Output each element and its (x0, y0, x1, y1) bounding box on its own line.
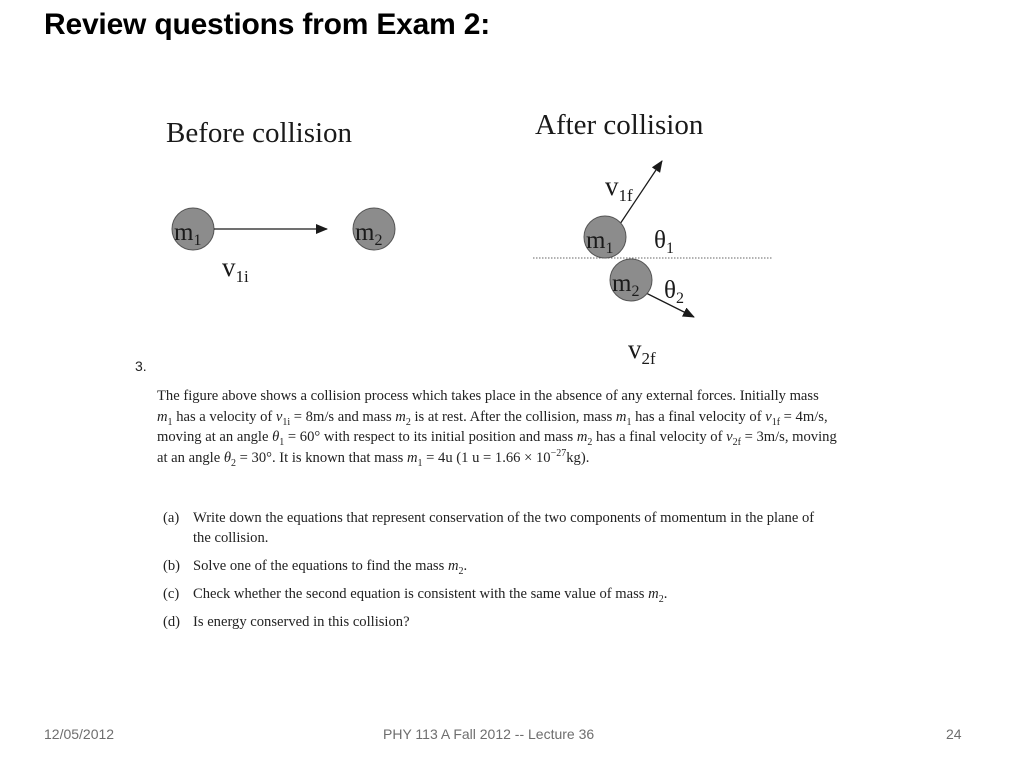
text-run: kg). (566, 450, 590, 467)
part-label: (a) (163, 510, 180, 526)
subscript: 1i (282, 416, 291, 428)
superscript: −27 (550, 448, 567, 460)
text-run: m (395, 408, 406, 425)
text-run: θ (223, 450, 232, 467)
after-mass1-label: $m_1$ (586, 227, 614, 257)
subscript: 2 (658, 593, 664, 605)
text-run: m (648, 586, 659, 602)
v1i-label: $v_{1i}$ (222, 252, 249, 286)
subscript: 2 (587, 437, 593, 449)
text-run: = 30°. It is known that mass (236, 450, 407, 467)
text-run: = 4m/s, moving at an angle (157, 408, 828, 446)
problem-part (163, 612, 823, 632)
subscript: 2 (231, 458, 237, 470)
text-run: has a final velocity of (631, 408, 766, 425)
theta2-label: $\theta_2$ (664, 277, 684, 307)
text-run: v (275, 408, 283, 425)
problem-part (163, 556, 823, 576)
text-run: = 60° with respect to its initial position and mass (284, 429, 577, 446)
text-run: = 4u (1 u = 1.66 × 10 (422, 450, 551, 467)
part-text (193, 556, 823, 576)
text-run: . (663, 586, 668, 602)
text-run: Is energy conserved in this collision? (193, 614, 410, 630)
subscript: 1 (626, 416, 632, 428)
collision-diagram (0, 0, 1024, 370)
text-run: is at rest. After the collision, mass (410, 408, 616, 425)
text-run: has a velocity of (172, 408, 276, 425)
problem-part (163, 584, 823, 604)
problem-number: 3. (135, 358, 147, 374)
footer-date: 12/05/2012 (44, 726, 115, 742)
subscript: 1 (167, 416, 173, 428)
after-collision-label: After collision (535, 109, 704, 141)
text-run: Solve one of the equations to find the mass (193, 558, 448, 574)
part-text (193, 508, 823, 548)
text-run: m (615, 408, 627, 425)
part-label: (d) (163, 614, 181, 630)
problem-statement (157, 386, 837, 469)
subscript: 2f (732, 437, 741, 449)
part-label: (b) (163, 558, 181, 574)
text-run: = 8m/s and mass (290, 408, 396, 425)
subscript: 1 (417, 458, 423, 470)
problem-part (163, 508, 823, 548)
text-run: The figure above shows a collision process which takes place in the absence of any external forces. Initially mass (157, 388, 819, 404)
text-run: m (447, 558, 459, 574)
text-run: m (576, 429, 588, 446)
text-run: v (765, 408, 772, 425)
text-run: Write down the equations that represent conservation of the two components of momentum in the plane of the collision. (193, 510, 815, 546)
text-run: m (157, 408, 168, 425)
text-run: Check whether the second equation is consistent with the same value of mass (193, 586, 649, 602)
subscript: 2 (405, 416, 411, 428)
text-run: v (726, 429, 733, 446)
after-mass2-label: $m_2$ (612, 270, 640, 300)
before-mass2-label: $m_2$ (355, 219, 383, 249)
text-run: has a final velocity of (592, 429, 727, 446)
before-mass1-label: $m_1$ (174, 219, 202, 249)
text-run: = 3m/s, moving at an angle (157, 429, 837, 467)
footer-course: PHY 113 A Fall 2012 -- Lecture 36 (383, 726, 595, 742)
text-run: m (406, 450, 418, 467)
before-collision-label: Before collision (166, 117, 353, 149)
problem-parts-list (163, 508, 823, 640)
text-run: θ (272, 429, 280, 446)
v2f-label: $v_{2f}$ (628, 334, 656, 368)
text-run: . (463, 558, 468, 574)
subscript: 2 (458, 565, 464, 577)
part-text (193, 612, 823, 632)
part-label: (c) (163, 586, 180, 602)
part-text (193, 584, 823, 604)
subscript: 1f (771, 416, 781, 428)
theta1-label: $\theta_1$ (654, 227, 674, 257)
v1f-label: $v_{1f}$ (605, 171, 633, 205)
subscript: 1 (279, 437, 285, 449)
slide-title: Review questions from Exam 2: (44, 8, 491, 41)
footer-page-number: 24 (946, 726, 962, 742)
